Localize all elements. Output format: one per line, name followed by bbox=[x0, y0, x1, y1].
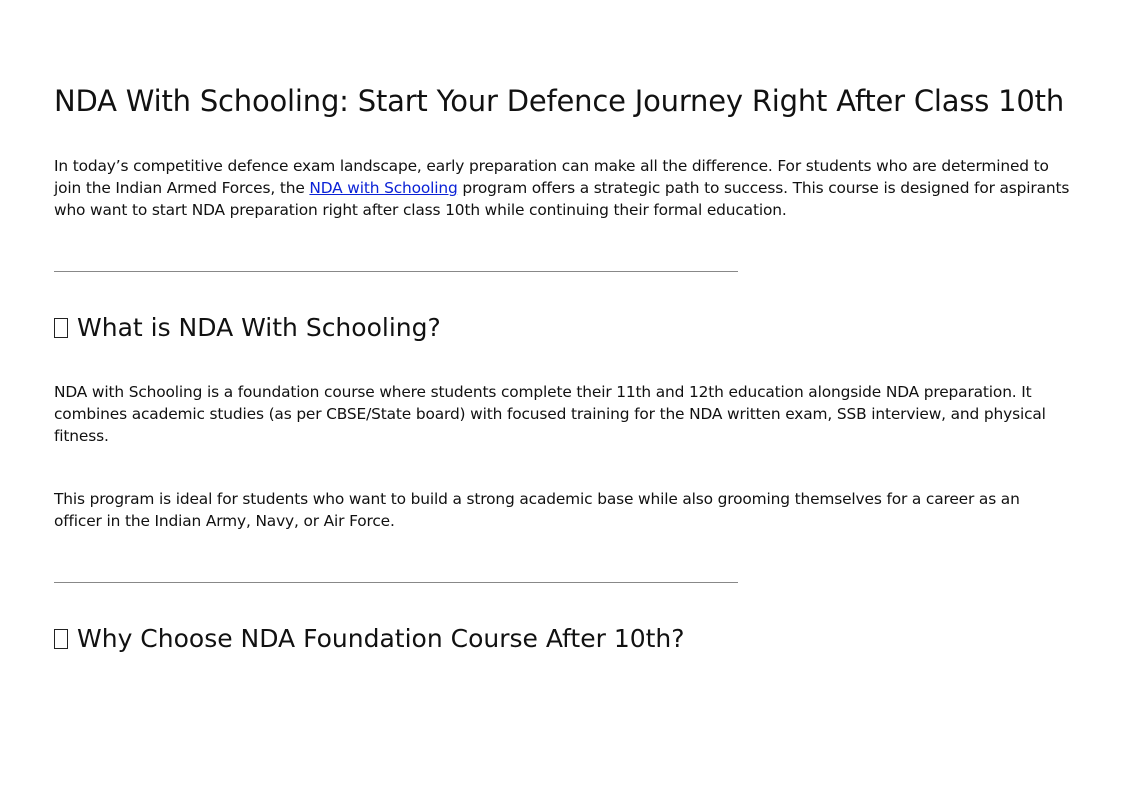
section-heading-what-is-text: What is NDA With Schooling? bbox=[77, 313, 441, 342]
intro-text-before-link: In today’s competitive defence exam landscape, early preparation can make all the difference. For students who are determined to join the Indian Armed Forces, the bbox=[54, 157, 1049, 197]
intro-paragraph bbox=[54, 155, 1070, 221]
section-heading-why-choose-text: Why Choose NDA Foundation Course After 10th? bbox=[77, 624, 685, 653]
intro-text-after-link: program offers a strategic path to success. This course is designed for aspirants who want to start NDA preparation right after class 10th while continuing their formal education. bbox=[54, 179, 1070, 219]
section-divider bbox=[54, 271, 738, 272]
nda-with-schooling-link[interactable]: NDA with Schooling bbox=[309, 179, 458, 197]
section-divider bbox=[54, 582, 738, 583]
page-title: NDA With Schooling: Start Your Defence Journey Right After Class 10th bbox=[54, 84, 1065, 118]
section-heading-why-choose bbox=[54, 622, 685, 656]
what-is-paragraph-2: This program is ideal for students who want to build a strong academic base while also grooming themselves for a career as an officer in the Indian Army, Navy, or Air Force. bbox=[54, 490, 1020, 530]
section-heading-what-is bbox=[54, 311, 441, 345]
missing-emoji-glyph-icon bbox=[54, 629, 68, 649]
what-is-paragraph-1: NDA with Schooling is a foundation course where students complete their 11th and 12th education alongside NDA preparation. It combines academic studies (as per CBSE/State board) with focused training for the NDA written exam, SSB interview, and physical fitness. bbox=[54, 383, 1046, 445]
missing-emoji-glyph-icon bbox=[54, 318, 68, 338]
